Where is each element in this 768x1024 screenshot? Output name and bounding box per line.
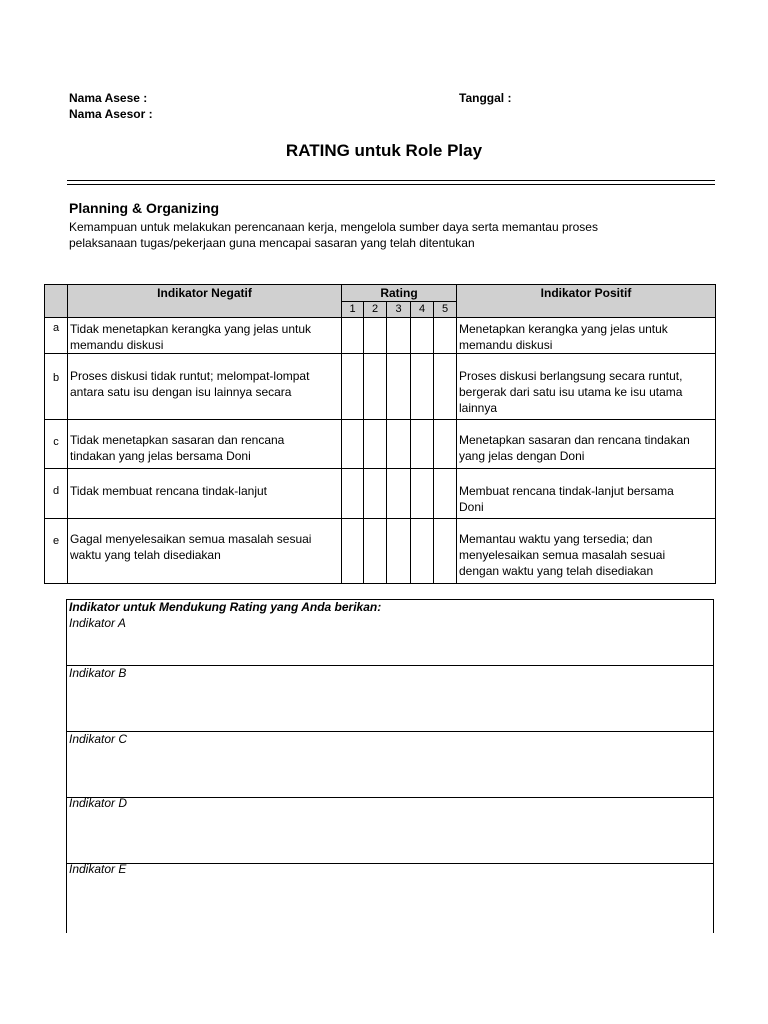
- indicator-e-label: Indikator E: [69, 862, 127, 876]
- negative-indicator-line: tindakan yang jelas bersama Doni: [70, 449, 251, 463]
- table-row: [45, 420, 716, 469]
- header-rating: Rating: [342, 285, 457, 302]
- positive-indicator-line: yang jelas dengan Doni: [459, 449, 585, 463]
- indicator-c-label: Indikator C: [69, 732, 128, 746]
- indicator-d-label: Indikator D: [69, 796, 128, 810]
- divider-top: [67, 180, 715, 181]
- row-letter: e: [45, 519, 68, 584]
- rating-scale-4: 4: [411, 302, 434, 318]
- indicator-b-label: Indikator B: [69, 666, 127, 680]
- indicator-b-field[interactable]: [67, 666, 713, 732]
- rating-cell-5[interactable]: [434, 318, 457, 354]
- rating-cell-2[interactable]: [364, 318, 387, 354]
- table-row: [45, 354, 716, 420]
- rating-cell-3[interactable]: [387, 420, 411, 469]
- rating-cell-3[interactable]: [387, 318, 411, 354]
- rating-cell-4[interactable]: [411, 354, 434, 420]
- rating-scale-2: 2: [364, 302, 387, 318]
- rating-cell-3[interactable]: [387, 469, 411, 519]
- header-positive-indicator: Indikator Positif: [457, 285, 716, 318]
- rating-scale-1: 1: [342, 302, 364, 318]
- negative-indicator-cell: [68, 469, 342, 519]
- negative-indicator-line: antara satu isu dengan isu lainnya secara: [70, 385, 292, 399]
- nama-asesor-label: Nama Asesor :: [69, 107, 153, 121]
- negative-indicator-cell: [68, 354, 342, 420]
- header-letter-cell: [45, 285, 68, 318]
- rating-cell-2[interactable]: [364, 469, 387, 519]
- rating-cell-5[interactable]: [434, 420, 457, 469]
- rating-scale-3: 3: [387, 302, 411, 318]
- rating-cell-4[interactable]: [411, 469, 434, 519]
- negative-indicator-cell: [68, 318, 342, 354]
- section-title: Planning & Organizing: [69, 200, 220, 216]
- indicator-a-field[interactable]: [67, 600, 713, 666]
- positive-indicator-line: Menetapkan sasaran dan rencana tindakan: [459, 433, 690, 447]
- positive-indicator-line: Doni: [459, 500, 484, 514]
- row-letter: d: [45, 469, 68, 519]
- row-letter: c: [45, 420, 68, 469]
- rating-cell-5[interactable]: [434, 469, 457, 519]
- negative-indicator-line: Tidak menetapkan sasaran dan rencana: [70, 433, 285, 447]
- positive-indicator-line: lainnya: [459, 401, 498, 415]
- divider-bottom: [67, 184, 715, 185]
- rating-cell-2[interactable]: [364, 519, 387, 584]
- positive-indicator-line: memandu diskusi: [459, 338, 553, 352]
- rating-cell-1[interactable]: [342, 318, 364, 354]
- section-description-line: Kemampuan untuk melakukan perencanaan kerja, mengelola sumber daya serta memantau proses: [69, 220, 598, 234]
- nama-asese-label: Nama Asese :: [69, 91, 148, 105]
- indicator-d-field[interactable]: [67, 798, 713, 864]
- rating-cell-2[interactable]: [364, 420, 387, 469]
- header-negative-indicator: Indikator Negatif: [68, 285, 342, 318]
- negative-indicator-line: Proses diskusi tidak runtut; melompat-lompat: [70, 369, 310, 383]
- positive-indicator-line: Memantau waktu yang tersedia; dan: [459, 532, 653, 546]
- rating-cell-4[interactable]: [411, 519, 434, 584]
- indicator-e-field[interactable]: [67, 864, 713, 934]
- rating-cell-3[interactable]: [387, 354, 411, 420]
- page-title: RATING untuk Role Play: [285, 141, 483, 160]
- supporting-indicators-title: Indikator untuk Mendukung Rating yang Anda berikan:: [69, 600, 382, 614]
- row-letter: b: [45, 354, 68, 420]
- rating-cell-4[interactable]: [411, 318, 434, 354]
- rating-cell-1[interactable]: [342, 469, 364, 519]
- rating-cell-1[interactable]: [342, 519, 364, 584]
- positive-indicator-cell: [457, 519, 716, 584]
- positive-indicator-line: dengan waktu yang telah disediakan: [459, 564, 654, 578]
- rating-cell-5[interactable]: [434, 519, 457, 584]
- negative-indicator-line: Tidak membuat rencana tindak-lanjut: [70, 484, 267, 498]
- indicator-a-label: Indikator A: [69, 616, 126, 630]
- tanggal-label: Tanggal :: [459, 91, 512, 105]
- rating-cell-4[interactable]: [411, 420, 434, 469]
- row-letter: a: [45, 318, 68, 354]
- rating-table: [44, 284, 716, 584]
- rating-cell-1[interactable]: [342, 420, 364, 469]
- table-row: [45, 519, 716, 584]
- positive-indicator-line: Menetapkan kerangka yang jelas untuk: [459, 322, 668, 336]
- negative-indicator-line: waktu yang telah disediakan: [70, 548, 221, 562]
- negative-indicator-line: memandu diskusi: [70, 338, 164, 352]
- positive-indicator-cell: [457, 420, 716, 469]
- positive-indicator-cell: [457, 469, 716, 519]
- positive-indicator-line: bergerak dari satu isu utama ke isu utama: [459, 385, 683, 399]
- negative-indicator-cell: [68, 420, 342, 469]
- section-description-line: pelaksanaan tugas/pekerjaan guna mencapai sasaran yang telah ditentukan: [69, 236, 475, 250]
- rating-scale-5: 5: [434, 302, 457, 318]
- rating-cell-2[interactable]: [364, 354, 387, 420]
- positive-indicator-line: menyelesaikan semua masalah sesuai: [459, 548, 666, 562]
- supporting-indicators-box: [66, 599, 714, 933]
- positive-indicator-line: Proses diskusi berlangsung secara runtut,: [459, 369, 683, 383]
- positive-indicator-cell: [457, 354, 716, 420]
- negative-indicator-cell: [68, 519, 342, 584]
- negative-indicator-line: Gagal menyelesaikan semua masalah sesuai: [70, 532, 312, 546]
- positive-indicator-line: Membuat rencana tindak-lanjut bersama: [459, 484, 674, 498]
- negative-indicator-line: Tidak menetapkan kerangka yang jelas untuk: [70, 322, 312, 336]
- rating-cell-3[interactable]: [387, 519, 411, 584]
- rating-cell-5[interactable]: [434, 354, 457, 420]
- section-description: [69, 219, 669, 251]
- positive-indicator-cell: [457, 318, 716, 354]
- indicator-c-field[interactable]: [67, 732, 713, 798]
- table-row: [45, 318, 716, 354]
- rating-cell-1[interactable]: [342, 354, 364, 420]
- table-row: [45, 469, 716, 519]
